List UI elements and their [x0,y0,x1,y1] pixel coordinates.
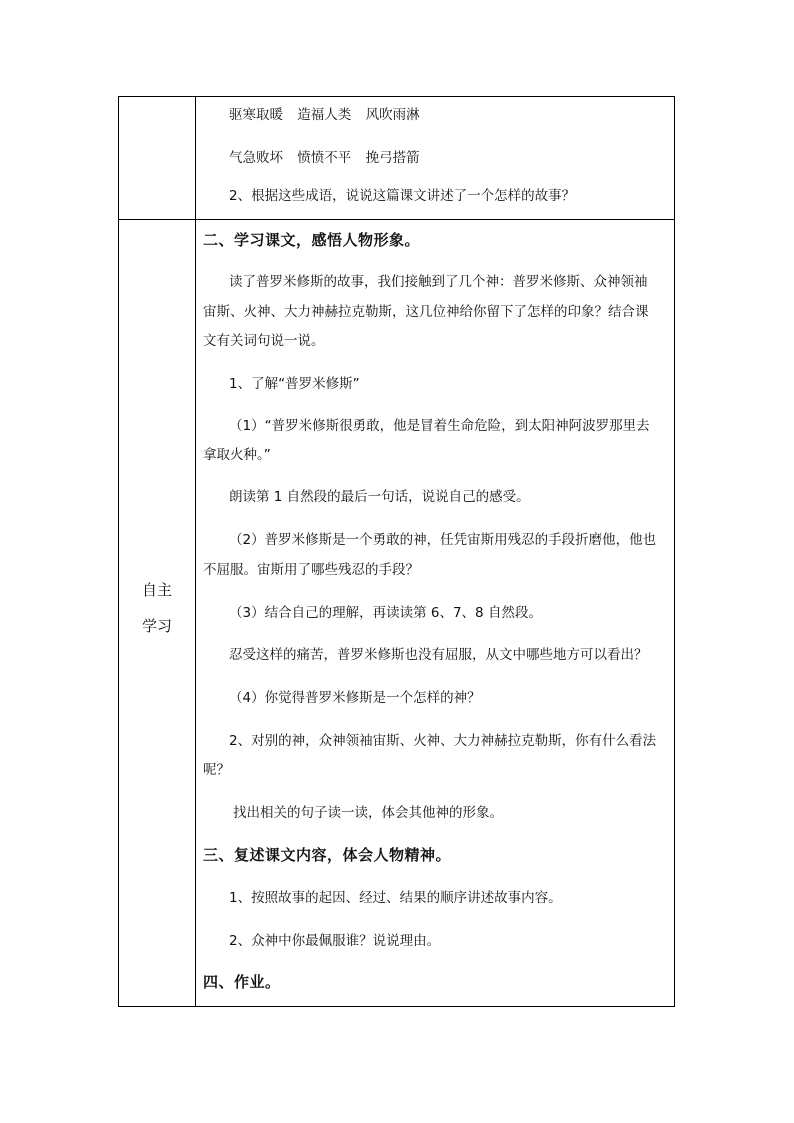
section-2-heading: 二、学习课文，感悟人物形象。 [203,231,421,249]
section-2-intro-1: 读了普罗米修斯的故事，我们接触到了几个神：普罗米修斯、众神领袖 [229,274,648,290]
section-3-item-2: 2、众神中你最佩服谁？说说理由。 [229,933,441,949]
section-4-heading: 四、作业。 [203,973,281,991]
section-2-intro-3: 文有关词句说一说。 [203,333,325,349]
side-label-line-2: 学习 [141,617,172,635]
idioms-line-1: 驱寒取暖 造福人类 风吹雨淋 [229,107,420,123]
story-question: 2、根据这些成语，说说这篇课文讲述了一个怎样的故事？ [229,188,576,204]
section-3-heading: 三、复述课文内容，体会人物精神。 [203,846,452,864]
section-3-item-1: 1、按照故事的起因、经过、结果的顺序讲述故事内容。 [229,890,562,906]
section-2-item-2-line-2: 呢？ [203,762,230,778]
question-2-line-1: （2）普罗米修斯是一个勇敢的神，任凭宙斯用残忍的手段折磨他，他也 [229,532,657,548]
lesson-plan-table [118,96,675,1007]
idioms-line-2: 气急败坏 愤愤不平 挽弓搭箭 [229,150,420,166]
question-1-line-2: 拿取火种。” [203,447,271,463]
side-label-line-1: 自主 [141,581,172,599]
section-2-intro-2: 宙斯、火神、大力神赫拉克勒斯，这几位神给你留下了怎样的印象？结合课 [203,304,649,320]
section-2-item-1: 1、了解“普罗米修斯” [229,376,360,392]
row-divider [119,219,674,220]
question-3: （3）结合自己的理解，再读读第 6、7、8 自然段。 [229,605,542,621]
suffering-question: 忍受这样的痛苦，普罗米修斯也没有屈服，从文中哪些地方可以看出？ [229,647,648,663]
question-4: （4）你觉得普罗米修斯是一个怎样的神？ [229,690,481,706]
question-1-line-1: （1）“普罗米修斯很勇敢，他是冒着生命危险，到太阳神阿波罗那里去 [229,418,650,434]
section-2-item-2-line-1: 2、对别的神，众神领袖宙斯、火神、大力神赫拉克勒斯，你有什么看法 [229,733,657,749]
question-2-line-2: 不屈服。宙斯用了哪些残忍的手段？ [203,562,419,578]
column-divider [195,97,196,1006]
read-aloud-task: 朗读第 1 自然段的最后一句话，说说自己的感受。 [229,489,530,505]
find-sentences-task: 找出相关的句子读一读，体会其他神的形象。 [233,805,503,821]
